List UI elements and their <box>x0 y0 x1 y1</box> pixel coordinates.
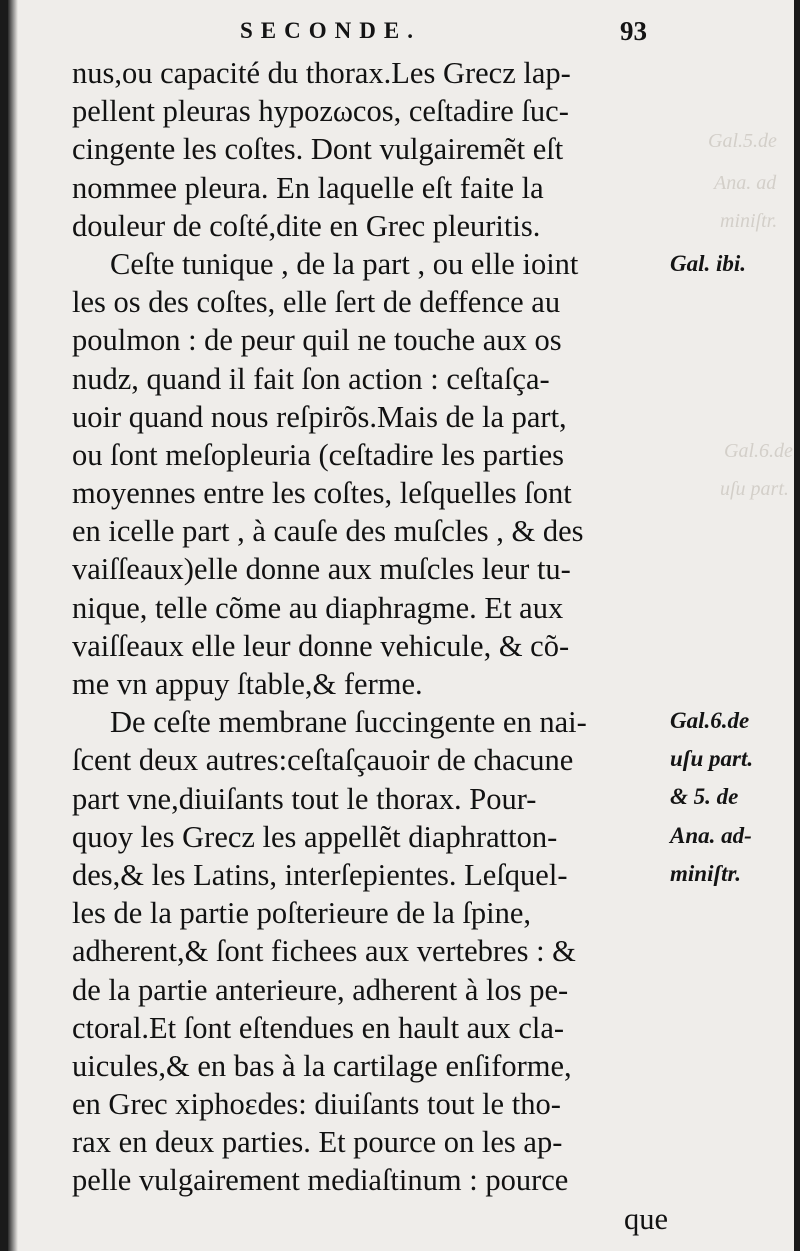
margin-note-line: Gal.6.de <box>670 708 750 733</box>
text-line: nus,ou capacité du thorax.Les Grecz lap- <box>72 56 571 90</box>
text-line: moyennes entre les coſtes, leſquelles ſont <box>72 476 572 511</box>
text-line: adherent,& ſont fichees aux vertebres : & <box>72 934 576 969</box>
text-line: les os des coſtes, elle ſert de deffence au <box>72 285 561 320</box>
text-line: uoir quand nous reſpirõs.Mais de la part, <box>72 399 567 434</box>
text-line: ctoral.Et ſont eſtendues en hault aux cla- <box>72 1010 565 1045</box>
bleed-through-mark: uſu part. <box>720 478 789 500</box>
text-line: part vne,diuiſants tout le thorax. Pour- <box>72 781 537 816</box>
text-line: en icelle part , à cauſe des muſcles , & des <box>72 514 584 549</box>
text-line: vaiſſeaux)elle donne aux muſcles leur tu- <box>72 552 571 587</box>
bleed-through-mark: Gal.5.de <box>708 130 777 152</box>
text-line: rax en deux parties. Et pource on les ap- <box>72 1125 563 1160</box>
text-line: ou ſont meſopleuria (ceſtadire les parties <box>72 437 565 472</box>
text-line: nique, telle cõme au diaphragme. Et aux <box>72 590 564 625</box>
paragraph-first-line: Ceſte tunique , de la part , ou elle ioint <box>110 246 579 281</box>
bleed-through-mark: Ana. ad <box>714 172 777 194</box>
text-line: pelle vulgairement mediaſtinum : pource <box>72 1163 569 1198</box>
text-line: vaiſſeaux elle leur donne vehicule, & cõ- <box>72 628 570 663</box>
catchword: que <box>624 1201 669 1236</box>
margin-note-line: Gal. ibi. <box>670 251 747 276</box>
running-head: SECONDE. <box>240 18 421 43</box>
bleed-through-mark: Gal.6.de <box>724 440 793 462</box>
text-line: ſcent deux autres:ceſtaſçauoir de chacune <box>72 743 574 778</box>
margin-note-gal-ibi <box>670 245 746 283</box>
margin-note-line: miniſtr. <box>670 860 741 886</box>
text-line: uicules,& en bas à la cartilage enſiforme, <box>72 1048 572 1083</box>
page-header <box>8 18 794 52</box>
page-gutter-shadow <box>8 0 18 1251</box>
text-line: douleur de coſté,dite en Grec pleuritis. <box>72 208 541 243</box>
text-line: nommee pleura. En laquelle eſt faite la <box>72 170 544 205</box>
text-line: en Grec xiphoεdes: diuiſants tout le tho- <box>72 1087 561 1122</box>
text-line: de la partie anterieure, adherent à los pe- <box>72 972 569 1007</box>
text-line: des,& les Latins, interſepientes. Leſquel- <box>72 857 568 892</box>
text-line: me vn appuy ſtable,& ferme. <box>72 667 423 701</box>
paragraph-first-line: De ceſte membrane ſuccingente en nai- <box>110 705 587 740</box>
text-line: pellent pleuras hypozωcos, ceſtadire ſuc- <box>72 94 569 129</box>
body-text <box>72 54 669 1238</box>
bleed-through-mark: miniſtr. <box>720 210 778 232</box>
text-line: cingente les coſtes. Dont vulgairemẽt eſt <box>72 132 564 167</box>
margin-note-line: & 5. de <box>670 784 739 810</box>
text-line: quoy les Grecz les appellẽt diaphratton- <box>72 819 558 854</box>
text-line: poulmon : de peur quil ne touche aux os <box>72 323 562 358</box>
book-page <box>8 0 794 1251</box>
margin-note-gal-de-usu-part <box>670 702 753 893</box>
text-line: les de la partie poſterieure de la ſpine, <box>72 896 531 931</box>
text-line: nudz, quand il fait ſon action : ceſtaſça- <box>72 361 550 396</box>
page-number: 93 <box>620 16 647 46</box>
margin-note-line: uſu part. <box>670 746 754 772</box>
margin-note-line: Ana. ad- <box>670 822 752 848</box>
